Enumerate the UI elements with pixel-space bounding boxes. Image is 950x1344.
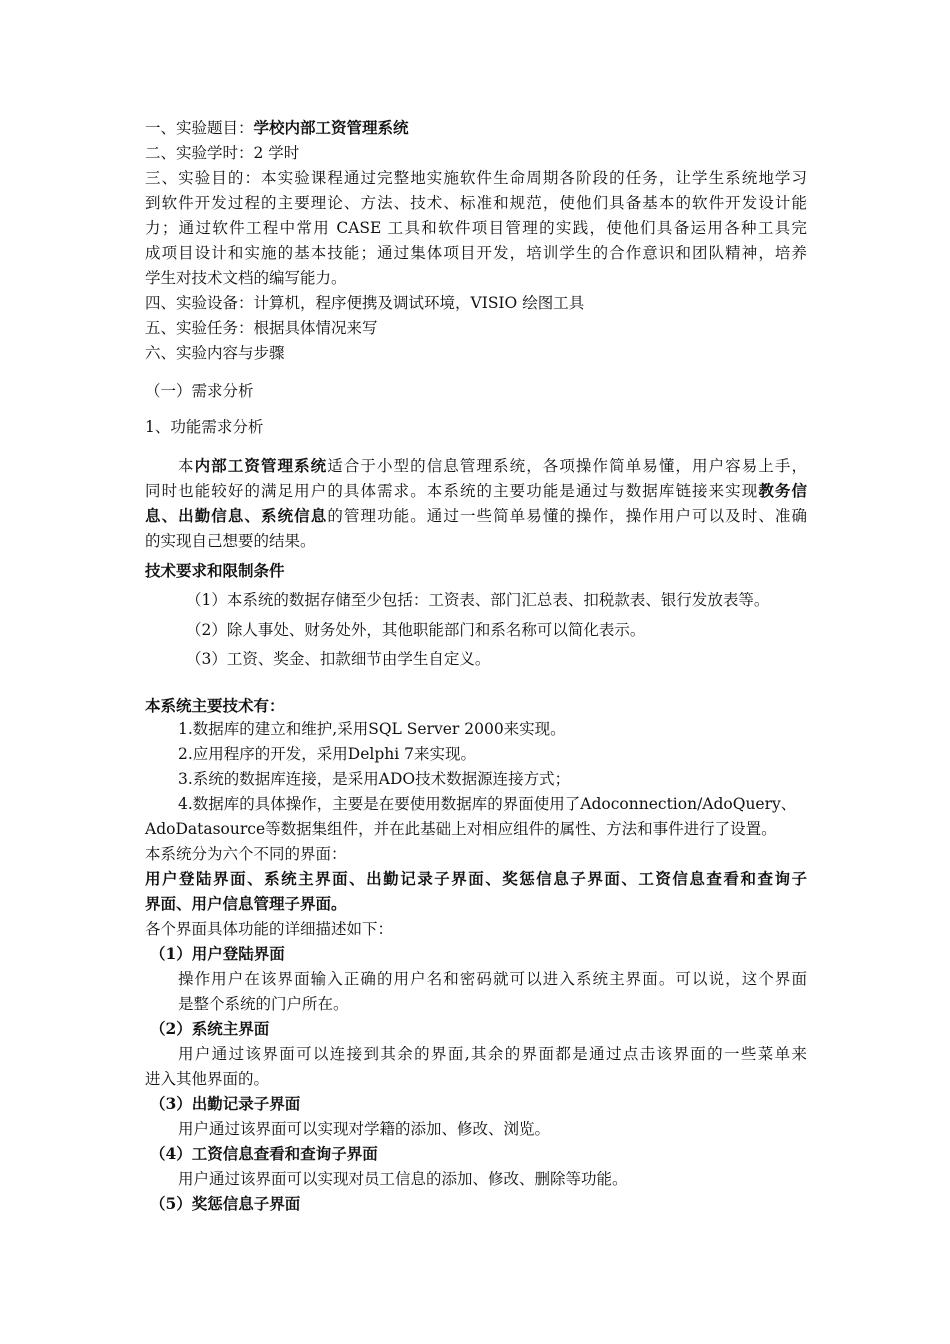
main-tech-item: 3.系统的数据库连接，是采用ADO技术数据源连接方式； (178, 770, 571, 788)
overview-bold-term: 教务信 (758, 481, 807, 500)
section-heading-requirements: （一）需求分析 (145, 382, 254, 400)
overview-text: 本 (178, 457, 195, 475)
interface-title-login: （1）用户登陆界面 (150, 944, 285, 963)
interface-desc-main-1: 用户通过该界面可以连接到其余的界面,其余的界面都是通过点击该界面的一些菜单来 (178, 1045, 807, 1063)
overview-text: 同时也能较好的满足用户的具体需求。本系统的主要功能是通过与数据库链接来实现 (145, 482, 759, 500)
purpose-line-4: 成项目设计和实施的基本技能；通过集体项目开发，培训学生的合作意识和团队精神，培养 (145, 244, 807, 262)
experiment-equipment: 四、实验设备：计算机，程序便携及调试环境，VISIO 绘图工具 (145, 294, 585, 312)
interface-desc-attendance: 用户通过该界面可以实现对学籍的添加、修改、浏览。 (178, 1120, 551, 1138)
interface-title-salary: （4）工资信息查看和查询子界面 (150, 1144, 378, 1163)
interfaces-list-line-2: 界面、用户信息管理子界面。 (145, 894, 347, 913)
title-prefix: 一、实验题目： (145, 119, 254, 137)
experiment-task: 五、实验任务：根据具体情况来写 (145, 319, 378, 337)
purpose-line-5: 学生对技术文档的编写能力。 (145, 269, 347, 287)
interface-title-attendance: （3）出勤记录子界面 (150, 1094, 301, 1113)
interfaces-intro: 本系统分为六个不同的界面： (145, 845, 347, 863)
overview-line-1 (178, 455, 807, 477)
overview-bold-term: 息、出勤信息、系统信息 (145, 506, 328, 525)
main-tech-item: 1.数据库的建立和维护,采用SQL Server 2000来实现。 (178, 720, 566, 738)
main-tech-item: 4.数据库的具体操作，主要是在要使用数据库的界面使用了Adoconnection/AdoQuery、 (178, 795, 797, 813)
overview-text: 的管理功能。通过一些简单易懂的操作，操作用户可以及时、准确 (327, 507, 807, 525)
interface-desc-login-1: 操作用户在该界面输入正确的用户名和密码就可以进入系统主界面。可以说，这个界面 (178, 970, 807, 988)
purpose-line-1: 三、实验目的：本实验课程通过完整地实施软件生命周期各阶段的任务，让学生系统地学习 (145, 169, 807, 187)
subsection-functional: 1、功能需求分析 (145, 418, 264, 436)
main-tech-item-cont: AdoDatasource等数据集组件，并在此基础上对相应组件的属性、方法和事件进行了设置。 (145, 820, 777, 838)
purpose-line-2: 到软件开发过程的主要理论、方法、技术、标准和规范，使他们具备基本的软件开发设计能 (145, 194, 807, 212)
tech-req-item: （1）本系统的数据存储至少包括：工资表、部门汇总表、扣税款表、银行发放表等。 (186, 591, 770, 609)
tech-req-heading: 技术要求和限制条件 (145, 561, 285, 580)
interface-desc-login-2: 是整个系统的门户所在。 (178, 995, 349, 1013)
interface-title-main: （2）系统主界面 (150, 1019, 270, 1038)
experiment-content: 六、实验内容与步骤 (145, 344, 285, 362)
overview-system-name: 内部工资管理系统 (194, 456, 328, 475)
overview-line-4: 的实现自己想要的结果。 (145, 532, 316, 550)
interface-title-rewards: （5）奖惩信息子界面 (150, 1194, 301, 1213)
interface-desc-salary: 用户通过该界面可以实现对员工信息的添加、修改、删除等功能。 (178, 1170, 628, 1188)
interfaces-list-line-1: 用户登陆界面、系统主界面、出勤记录子界面、奖惩信息子界面、工资信息查看和查询子 (145, 869, 807, 888)
interfaces-desc-intro: 各个界面具体功能的详细描述如下： (145, 920, 394, 938)
interface-desc-main-2: 进入其他界面的。 (145, 1070, 270, 1088)
experiment-hours: 二、实验学时：2 学时 (145, 144, 300, 162)
tech-req-item: （2）除人事处、财务处外，其他职能部门和系名称可以简化表示。 (186, 621, 646, 639)
experiment-title: 学校内部工资管理系统 (253, 118, 409, 137)
tech-req-item: （3）工资、奖金、扣款细节由学生自定义。 (186, 650, 491, 668)
main-tech-item: 2.应用程序的开发，采用Delphi 7来实现。 (178, 745, 476, 763)
overview-text: 适合于小型的信息管理系统，各项操作简单易懂，用户容易上手， (327, 457, 807, 475)
purpose-line-3: 力；通过软件工程中常用 CASE 工具和软件项目管理的实践，使他们具备运用各种工具完 (145, 219, 807, 237)
main-tech-heading: 本系统主要技术有： (145, 696, 285, 715)
overview-line-2 (145, 480, 807, 502)
experiment-title-line (145, 117, 409, 139)
overview-line-3 (145, 505, 807, 527)
